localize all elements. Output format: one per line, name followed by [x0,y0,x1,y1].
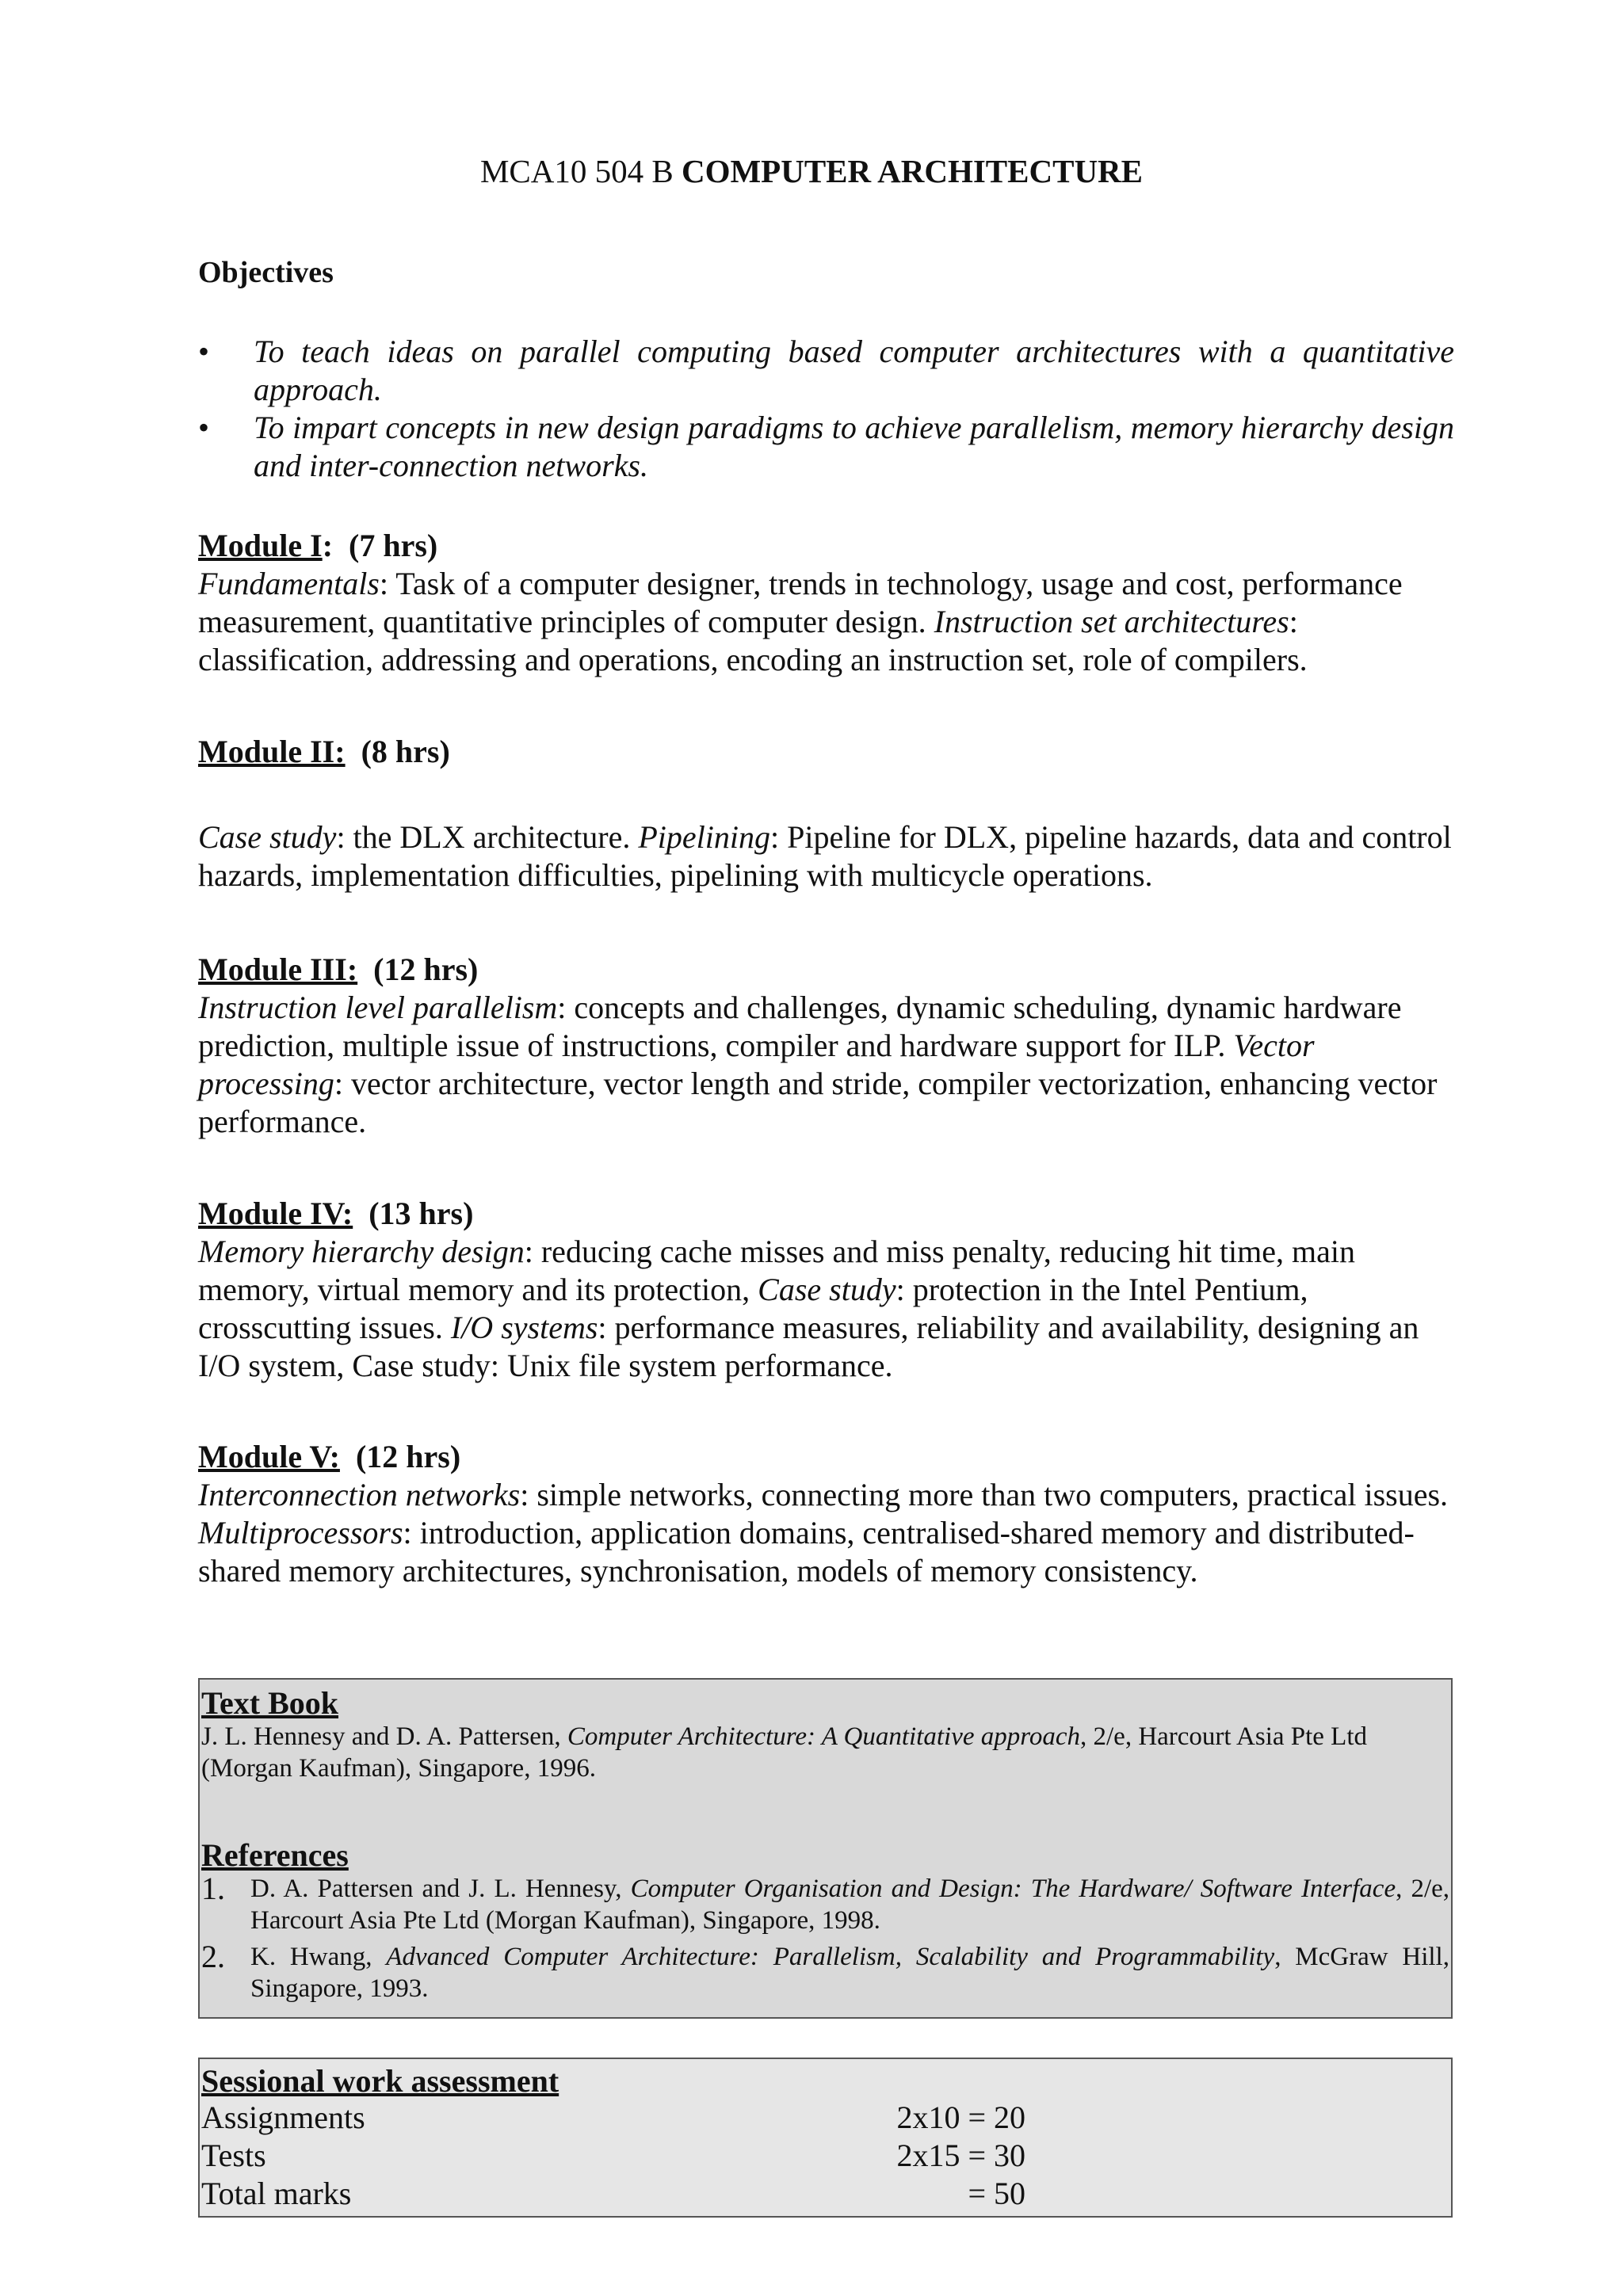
objective-item: • To impart concepts in new design paradigms to achieve parallelism, memory hierarchy design and inter-connection networks. [198,409,1454,485]
reference-title: Advanced Computer Architecture: Parallelism, Scalability and Programmability [386,1943,1275,1971]
module-text: : classification, addressing and operations, encoding an instruction set, role of compilers. [198,604,1308,677]
reference-details: , 2/e, Harcourt Asia Pte Ltd (Morgan Kaufman), Singapore, 1998. [250,1875,1450,1935]
module-heading [198,951,1466,989]
assessment-value: 2x10 = 20 [896,2100,1025,2135]
course-name: COMPUTER ARCHITECTURE [681,153,1144,189]
module-heading [198,1438,1466,1476]
module-text: : simple networks, connecting more than two computers, practical issues. [520,1477,1449,1512]
module-text: : Pipeline for DLX, pipeline hazards, data and control hazards, implementation difficulties, pipelining with multicycle operations. [198,819,1452,893]
module-text: : reducing cache misses and miss penalty, reducing hit time, main memory, virtual memory and its protection, [198,1234,1355,1307]
textbook-references-box [198,1678,1453,2019]
module-text: : Task of a computer designer, trends in technology, usage and cost, performance measurement, quantitative principles of computer design. [198,566,1403,639]
reference-item [201,1873,1449,1936]
assessment-heading: Sessional work assessment [201,2063,559,2099]
module-label: Module II: [198,734,346,769]
objective-item: • To teach ideas on parallel computing based computer architectures with a quantitative approach. [198,333,1454,409]
assessment-label: Assignments [201,2100,365,2135]
assessment-value: 2x15 = 30 [896,2138,1025,2173]
module-topic: Case study [758,1272,896,1307]
assessment-row [201,2137,1449,2175]
reference-number: 2. [201,1939,225,1974]
module-label: Module IV: [198,1196,353,1231]
module-2 [198,733,1466,894]
assessment-value: = 50 [968,2176,1025,2211]
assessment-label: Total marks [201,2176,352,2211]
course-title [0,152,1623,190]
reference-item [201,1941,1449,2004]
module-hours: (12 hrs) [355,1439,461,1474]
references-list [201,1873,1449,2004]
module-1 [198,527,1466,679]
reference-authors: K. Hwang, [250,1943,387,1971]
textbook-authors: J. L. Hennesy and D. A. Pattersen, [201,1722,567,1751]
course-code: MCA10 504 B [479,153,674,189]
module-topic: Instruction set architectures [934,604,1289,639]
reference-title: Computer Organisation and Design: The Hardware/ Software Interface [630,1875,1396,1903]
module-heading [198,1195,1466,1233]
module-label: Module I [198,528,323,563]
module-text: : concepts and challenges, dynamic scheduling, dynamic hardware prediction, multiple issue of instructions, compiler and hardware support for ILP. [198,990,1402,1063]
module-topic: Pipelining [638,819,771,855]
textbook-entry [201,1721,1449,1784]
module-4 [198,1195,1466,1385]
module-topic: Case study [198,819,337,855]
textbook-heading: Text Book [201,1685,339,1721]
module-body [198,565,1466,679]
module-hours: (13 hrs) [369,1196,474,1231]
module-3 [198,951,1466,1141]
module-hours: (12 hrs) [373,952,479,987]
module-heading [198,733,1466,771]
module-topic: Vector processing [198,1028,1315,1101]
module-topic: Multiprocessors [198,1515,403,1550]
module-body [198,1233,1466,1385]
module-text: : vector architecture, vector length and stride, compiler vectorization, enhancing vector performance. [198,1066,1438,1139]
module-body [198,818,1466,894]
reference-number: 1. [201,1871,225,1906]
module-topic: Instruction level parallelism [198,990,558,1025]
textbook-title: Computer Architecture: A Quantitative approach [567,1722,1080,1751]
module-topic: Interconnection networks [198,1477,521,1512]
module-body [198,1476,1466,1590]
objectives-list [198,333,1454,485]
assessment-row [201,2175,1449,2213]
module-topic: Fundamentals [198,566,380,601]
module-text: : introduction, application domains, centralised-shared memory and distributed-shared memory architectures, synchronisation, models of memory consistency. [198,1515,1415,1589]
module-label: Module V: [198,1439,340,1474]
module-heading: Module I: (7 hrs) [198,528,438,563]
assessment-box [198,2058,1453,2218]
objectives-heading: Objectives [198,256,334,289]
module-text: : performance measures, reliability and availability, designing an I/O system, Case study: Unix file system performance. [198,1310,1419,1383]
module-topic: Memory hierarchy design [198,1234,525,1269]
module-5 [198,1438,1466,1590]
assessment-row [201,2099,1449,2137]
module-hours: (7 hrs) [349,528,438,563]
assessment-label: Tests [201,2138,266,2173]
textbook-details: , 2/e, Harcourt Asia Pte Ltd (Morgan Kaufman), Singapore, 1996. [201,1722,1368,1783]
module-hours: (8 hrs) [361,734,450,769]
reference-details: , McGraw Hill, Singapore, 1993. [250,1943,1449,2003]
module-text: : protection in the Intel Pentium, crosscutting issues. [198,1272,1308,1345]
reference-authors: D. A. Pattersen and J. L. Hennesy, [250,1875,631,1903]
references-heading: References [201,1837,349,1873]
module-label: Module III: [198,952,358,987]
module-topic: I/O systems [450,1310,598,1345]
module-body [198,989,1466,1141]
module-text: : the DLX architecture. [336,819,639,855]
